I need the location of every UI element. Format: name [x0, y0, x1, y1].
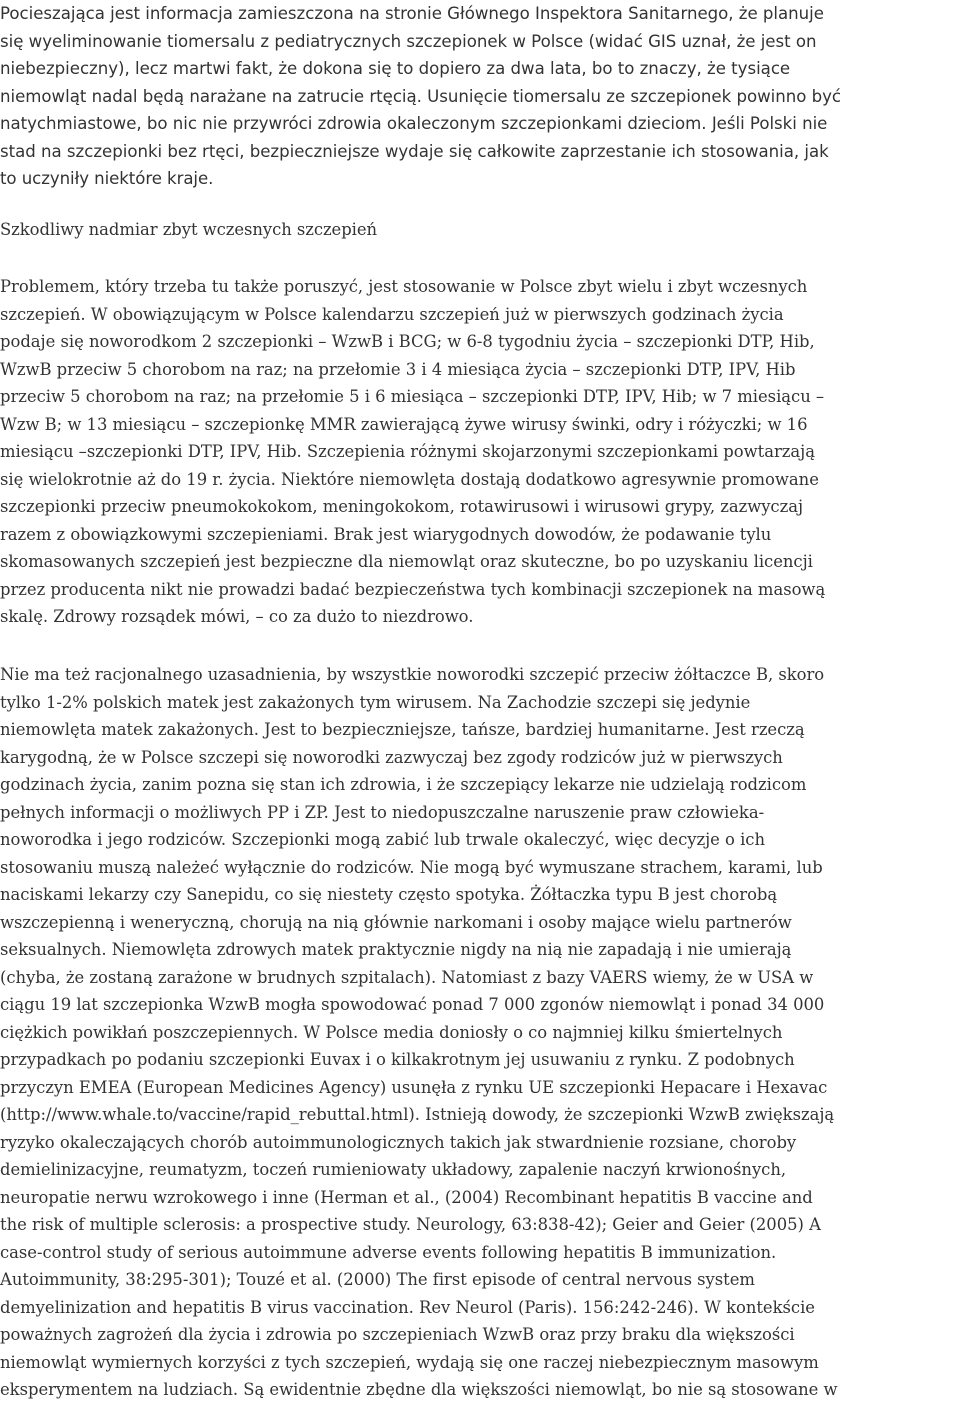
text-segment: szczepień.: [0, 304, 91, 324]
text-segment: W obowiązującym w Polsce kalendarzu szczepień już w pierwszych godzinach życia: [90, 304, 784, 324]
text-line: [0, 1321, 960, 1349]
text-segment: natychmiastowe, bo nic nie przywróci zdrowia okaleczonym szczepionkami dzieciom.: [0, 114, 712, 133]
text-segment: Zdrowy rozsądek mówi, – co za dużo to niezdrowo.: [53, 607, 474, 626]
text-segment: Jest to niedopuszczalne naruszenie praw człowieka-: [334, 802, 765, 822]
text-line: [0, 383, 960, 411]
text-line: [0, 411, 960, 439]
text-line: [0, 936, 960, 964]
text-segment: przeciw 5 chorobom na raz; na przełomie 5 i 6 miesiąca – szczepionki DTP, IPV, Hib; w 7 miesiącu –: [0, 387, 825, 406]
text-line: [0, 493, 960, 521]
text-segment: demielinizacyjne, reumatyzm, toczeń rumieniowaty układowy, zapalenie naczyń krwionośnych,: [0, 1160, 787, 1179]
text-segment: Nie mogą być wymuszane strachem, karami, lub: [419, 857, 823, 877]
text-segment: Niektóre niemowlęta dostają dodatkowo agresywnie promowane: [281, 469, 819, 489]
text-line: [0, 466, 960, 494]
text-segment: skomasowanych szczepień jest bezpieczne dla niemowląt oraz skuteczne, bo po uzyskaniu licencji: [0, 552, 813, 571]
text-segment: Autoimmunity, 38:295-301); Touzé et al. (2000) The first episode of central nervous system: [0, 1270, 755, 1289]
text-line: [0, 576, 960, 604]
text-segment: Istnieją dowody, że szczepionki WzwB zwiększają: [425, 1105, 835, 1124]
text-line: [0, 521, 960, 549]
text-segment: the risk of multiple sclerosis: a prospective study.: [0, 1215, 417, 1234]
text-line: [0, 716, 960, 744]
text-segment: ciągu 19 lat szczepionka WzwB mogła spowodować ponad 7 000 zgonów niemowląt i ponad 34 000: [0, 995, 825, 1014]
text-segment: Neurology, 63:838-42); Geier and Geier (2005) A: [416, 1215, 821, 1234]
text-segment: wszczepienną i weneryczną, chorują na nią głównie narkomani i osoby mające wielu partnerów: [0, 912, 792, 932]
text-segment: Jest to bezpieczniejsze, tańsze, bardziej humanitarne.: [264, 720, 715, 739]
text-line: [0, 909, 960, 937]
text-segment: Pocieszająca jest informacja zamieszczona na stronie Głównego Inspektora Sanitarnego, że planuje: [0, 4, 824, 23]
text-line: [0, 165, 960, 193]
text-line: [0, 1019, 960, 1047]
text-segment: ryzyko okaleczających chorób autoimmunologicznych takich jak stwardnienie rozsiane, choroby: [0, 1132, 797, 1152]
text-segment: przypadkach po podaniu szczepionki Euvax i o kilkakrotnym jej usuwaniu z rynku.: [0, 1050, 688, 1069]
text-segment: pełnych informacji o możliwych PP i ZP.: [0, 802, 335, 822]
text-segment: niebezpieczny), lecz martwi fakt, że dokona się to dopiero za dwa lata, bo to znaczy, że tysiące: [0, 59, 791, 78]
section-heading-text: Szkodliwy nadmiar zbyt wczesnych szczepień: [0, 220, 378, 239]
text-line: [0, 356, 960, 384]
text-segment: noworodka i jego rodziców.: [0, 830, 232, 849]
paragraph-vaccination-schedule: [0, 273, 960, 631]
text-line: [0, 1046, 960, 1074]
text-line: [0, 1184, 960, 1212]
text-line: [0, 1349, 960, 1377]
text-segment: Usunięcie tiomersalu ze szczepionek powinno być: [427, 86, 842, 106]
text-segment: W Polsce media doniosły o co najmniej kilku śmiertelnych: [303, 1022, 783, 1042]
text-line: [0, 854, 960, 882]
text-segment: demyelinization and hepatitis B virus vaccination.: [0, 1297, 420, 1317]
text-segment: Są ewidentnie zbędne dla większości niemowląt, bo nie są stosowane w: [243, 1380, 838, 1399]
text-line: [0, 1211, 960, 1239]
text-line: [0, 138, 960, 166]
text-line: [0, 744, 960, 772]
text-line: [0, 661, 960, 689]
text-segment: Szczepienia różnymi skojarzonymi szczepionkami powtarzają: [306, 442, 815, 461]
text-segment: tylko 1-2% polskich matek jest zakażonych tym wirusem.: [0, 692, 478, 712]
text-line: [0, 1156, 960, 1184]
text-segment: podaje się noworodkom 2 szczepionki – WzwB i BCG; w 6-8 tygodniu życia – szczepionki DTP, Hib,: [0, 332, 815, 351]
text-segment: Z podobnych: [687, 1050, 795, 1069]
text-segment: skalę.: [0, 607, 54, 626]
text-segment: Rev Neurol (Paris). 156:242-246).: [419, 1297, 705, 1317]
section-heading: [0, 216, 960, 244]
paragraph-thiomersal: [0, 0, 960, 193]
text-segment: (http://www.whale.to/vaccine/rapid_rebuttal.html).: [0, 1105, 426, 1124]
text-line: [0, 881, 960, 909]
text-line: [0, 1101, 960, 1129]
text-segment: razem z obowiązkowymi szczepieniami.: [0, 524, 334, 544]
text-segment: WzwB przeciw 5 chorobom na raz; na przełomie 3 i 4 miesiąca życia – szczepionki DTP, IPV, Hib: [0, 359, 796, 379]
text-segment: Problemem, który trzeba tu także poruszyć, jest stosowanie w Polsce zbyt wielu i zbyt wczesnych: [0, 277, 808, 296]
text-line: [0, 301, 960, 329]
text-segment: eksperymentem na ludziach.: [0, 1380, 244, 1399]
text-segment: Szczepionki mogą zabić lub trwale okaleczyć, więc decyzje o ich: [231, 830, 765, 849]
text-segment: miesiącu –szczepionki DTP, IPV, Hib.: [0, 442, 307, 461]
text-line: [0, 83, 960, 111]
text-segment: niemowląt wymiernych korzyści z tych szczepień, wydają się one raczej niebezpiecznym masowym: [0, 1352, 819, 1372]
text-segment: stad na szczepionki bez rtęci, bezpieczniejsze wydaje się całkowite zaprzestanie ich stosowania, jak: [0, 141, 829, 161]
text-line: [0, 799, 960, 827]
text-line: [0, 1294, 960, 1322]
text-segment: Jest rzeczą: [714, 720, 805, 739]
text-line: [0, 991, 960, 1019]
text-segment: to uczyniły niektóre kraje.: [0, 169, 214, 188]
text-segment: Żółtaczka typu B jest chorobą: [530, 885, 778, 904]
text-line: [0, 1129, 960, 1157]
text-segment: (chyba, że zostaną zarażone w brudnych szpitalach).: [0, 967, 442, 987]
text-line: [0, 826, 960, 854]
text-segment: stosowaniu muszą należeć wyłącznie do rodziców.: [0, 857, 420, 877]
text-segment: Brak jest wiarygodnych dowodów, że podawanie tylu: [333, 524, 772, 544]
text-segment: Jeśli Polski nie: [711, 114, 828, 133]
text-segment: seksualnych.: [0, 940, 112, 959]
text-segment: przyczyn EMEA (European Medicines Agency) usunęła z rynku UE szczepionki Hepacare i Hexavac: [0, 1077, 828, 1097]
text-segment: Wzw B; w 13 miesiącu – szczepionkę MMR zawierającą żywe wirusy świnki, odry i różyczki; w 16: [0, 414, 808, 434]
text-segment: godzinach życia, zanim pozna się stan ich zdrowia, i że szczepiący lekarze nie udzielają rodzicom: [0, 775, 807, 794]
text-line: [0, 1239, 960, 1267]
text-line: [0, 0, 960, 28]
text-segment: Na Zachodzie szczepi się jedynie: [477, 692, 751, 712]
text-segment: poważnych zagrożeń dla życia i zdrowia po szczepieniach WzwB oraz przy braku dla większości: [0, 1325, 795, 1344]
text-segment: ciężkich powikłań poszczepiennych.: [0, 1022, 304, 1042]
text-segment: W kontekście: [704, 1297, 815, 1317]
text-line: [0, 110, 960, 138]
paragraph-hepatitis-b: [0, 661, 960, 1402]
text-line: [0, 438, 960, 466]
text-line: [0, 603, 960, 631]
text-segment: Niemowlęta zdrowych matek praktycznie nigdy na nią nie zapadają i nie umierają: [111, 940, 792, 959]
text-line: [0, 689, 960, 717]
text-line: [0, 28, 960, 56]
text-segment: naciskami lekarzy czy Sanepidu, co się niestety często spotyka.: [0, 885, 531, 904]
text-line: [0, 1266, 960, 1294]
text-segment: karygodną, że w Polsce szczepi się noworodki zazwyczaj bez zgody rodziców już w pierwszych: [0, 747, 783, 767]
text-segment: neuropatie nerwu wzrokowego i inne (Herman et al., (2004) Recombinant hepatitis B vaccine and: [0, 1187, 813, 1207]
text-segment: case-control study of serious autoimmune adverse events following hepatitis B immunization.: [0, 1242, 777, 1262]
text-line: [0, 328, 960, 356]
text-line: [0, 1074, 960, 1102]
text-segment: niemowląt nadal będą narażane na zatrucie rtęcią.: [0, 86, 428, 106]
text-segment: Natomiast z bazy VAERS wiemy, że w USA w: [441, 967, 814, 987]
text-line: [0, 548, 960, 576]
text-segment: szczepionki przeciw pneumokokokom, meningokokom, rotawirusowi i wirusowi grypy, zazwyczaj: [0, 497, 804, 516]
text-line: [0, 1376, 960, 1402]
text-line: [0, 964, 960, 992]
text-segment: przez producenta nikt nie prowadzi badać bezpieczeństwa tych kombinacji szczepionek na masową: [0, 579, 826, 599]
text-segment: Nie ma też racjonalnego uzasadnienia, by wszystkie noworodki szczepić przeciw żółtaczce B, skoro: [0, 665, 825, 684]
text-line: [0, 771, 960, 799]
text-segment: się wielokrotnie aż do 19 r. życia.: [0, 469, 282, 489]
text-line: [0, 273, 960, 301]
text-segment: niemowlęta matek zakażonych.: [0, 720, 265, 739]
text-segment: się wyeliminowanie tiomersalu z pediatrycznych szczepionek w Polsce (widać GIS uznał, że jest on: [0, 31, 817, 51]
text-line: [0, 55, 960, 83]
